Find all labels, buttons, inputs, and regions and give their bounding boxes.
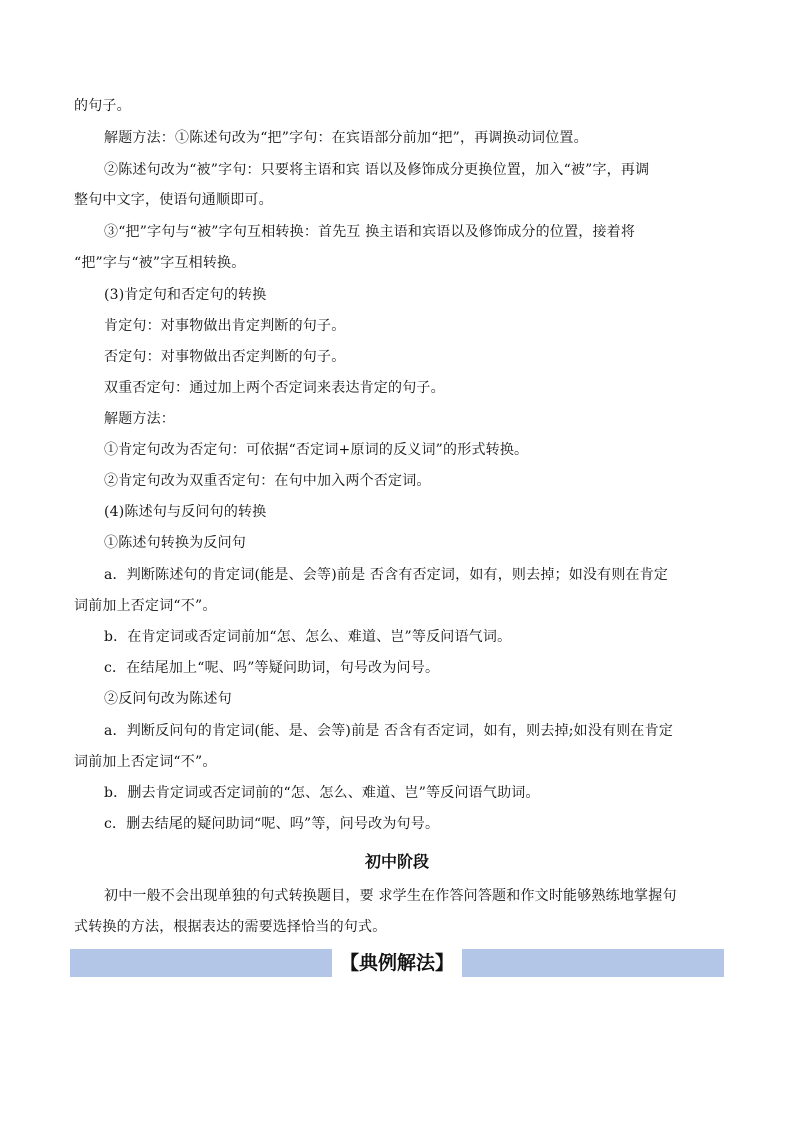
banner-label: 【典例解法】 — [332, 949, 462, 977]
text-line: 整句中文字，使语句通顺即可。 — [74, 192, 273, 208]
text-line: b．在肯定词或否定词前加“怎、怎么、难道、岂”等反问语气词。 — [104, 629, 512, 645]
text-line: a．判断陈述句的肯定词(能是、会等)前是 否含有否定词，如有，则去掉；如没有则在肯定 — [104, 567, 669, 583]
text-line: 双重否定句：通过加上两个否定词来表达肯定的句子。 — [104, 380, 445, 396]
subsection-heading: (3)肯定句和否定句的转换 — [104, 287, 267, 303]
text-line: b．删去肯定词或否定词前的“怎、怎么、难道、岂”等反问语气助词。 — [104, 785, 540, 801]
text-line: 词前加上否定词“不”。 — [74, 598, 217, 614]
text-line: 词前加上否定词“不”。 — [74, 754, 217, 770]
text-line: 肯定句：对事物做出肯定判断的句子。 — [104, 318, 346, 334]
section-heading: 初中阶段 — [364, 852, 429, 871]
subsection-heading: (4)陈述句与反问句的转换 — [104, 504, 267, 520]
text-line: “把”字与“被”字互相转换。 — [74, 255, 246, 271]
text-line: ①陈述句转换为反问句 — [104, 535, 246, 551]
text-line: 否定句：对事物做出否定判断的句子。 — [104, 349, 346, 365]
text-line: c．在结尾加上“呢、吗”等疑问助词，句号改为问号。 — [104, 660, 440, 676]
section-banner — [70, 949, 724, 977]
text-line: ①肯定句改为否定句：可依据“否定词+原词的反义词”的形式转换。 — [104, 442, 529, 458]
text-line: ②反问句改为陈述句 — [104, 691, 232, 707]
text-line: 的句子。 — [74, 98, 131, 114]
text-line: 初中一般不会出现单独的句式转换题目，要 求学生在作答问答题和作文时能够熟练地掌握句 — [104, 888, 677, 904]
text-line: c．删去结尾的疑问助词“呢、吗”等，问号改为句号。 — [104, 816, 440, 832]
text-line: ②陈述句改为“被”字句：只要将主语和宾 语以及修饰成分更换位置，加入“被”字，再调 — [104, 162, 650, 178]
text-line: ②肯定句改为双重否定句：在句中加入两个否定词。 — [104, 473, 431, 489]
text-line: 解题方法：①陈述句改为“把”字句：在宾语部分前加“把”，再调换动词位置。 — [104, 130, 588, 146]
text-line: ③“把”字句与“被”字句互相转换：首先互 换主语和宾语以及修饰成分的位置，接着将 — [104, 224, 636, 240]
text-line: 解题方法： — [104, 411, 175, 427]
text-line: a．判断反问句的肯定词(能、是、会等)前是 否含有否定词，如有，则去掉;如没有则在肯定 — [104, 723, 674, 739]
text-line: 式转换的方法，根据表达的需要选择恰当的句式。 — [74, 919, 387, 935]
